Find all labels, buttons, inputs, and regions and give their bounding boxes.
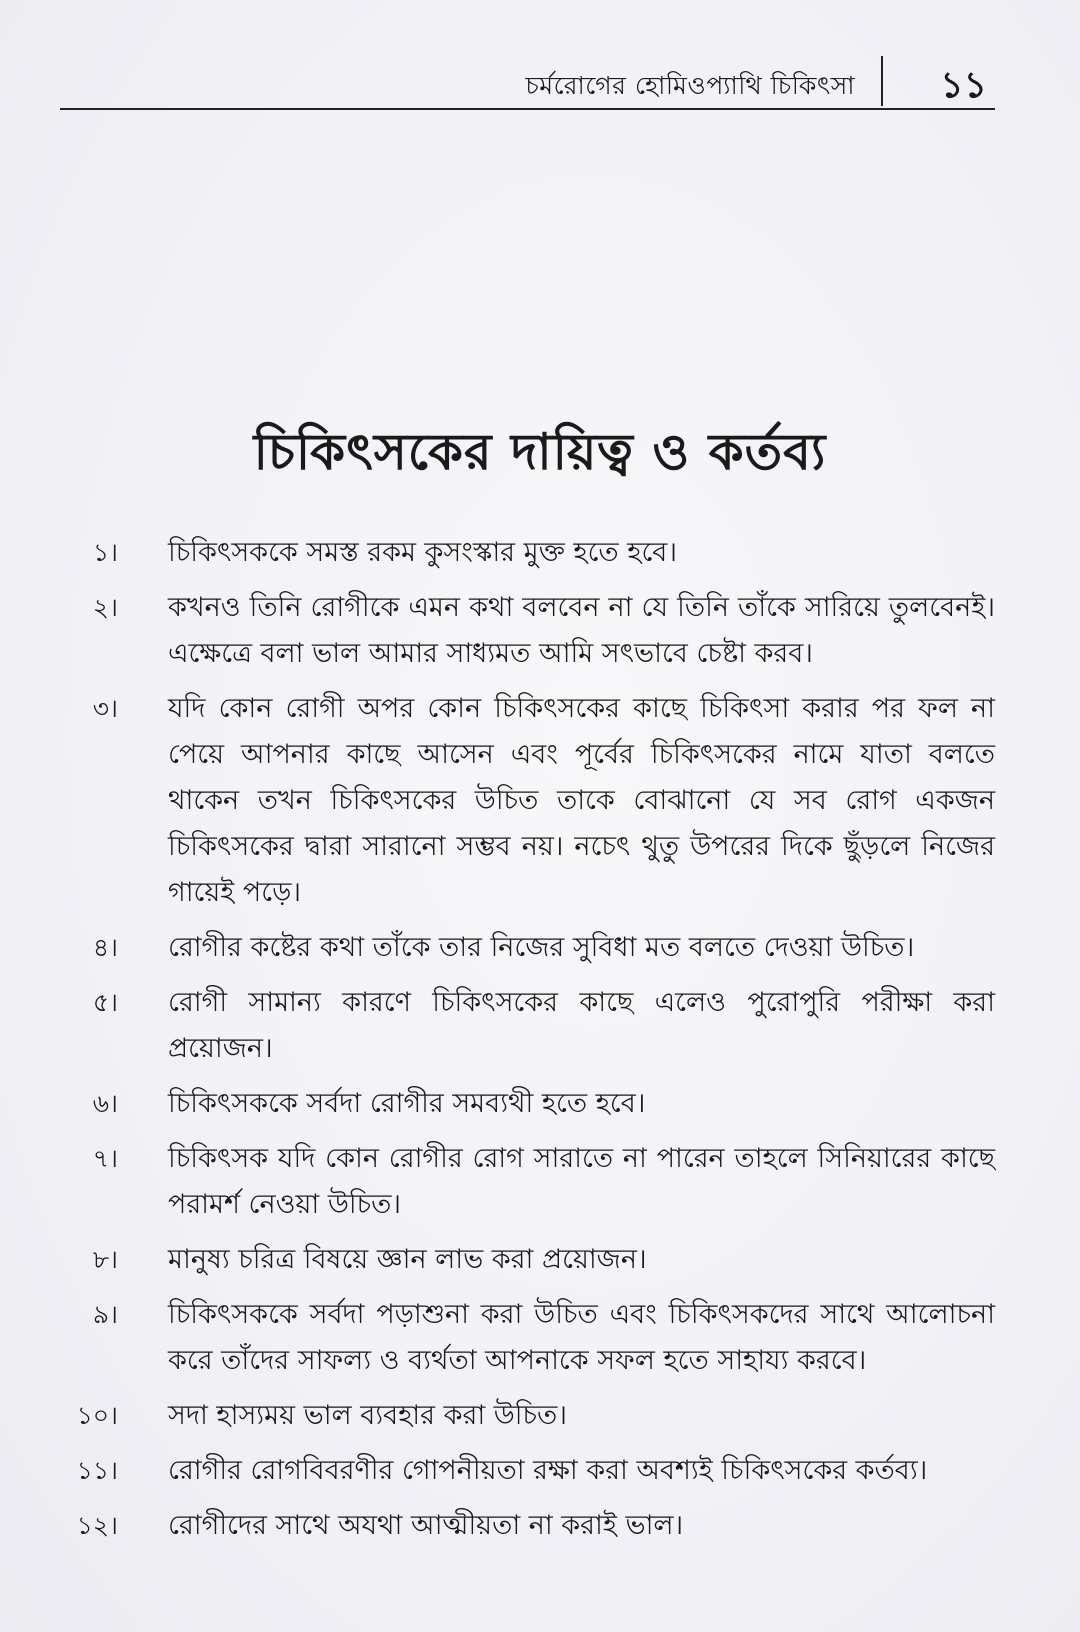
chapter-title: চিকিৎসকের দায়িত্ব ও কর্তব্য	[253, 423, 827, 481]
list-item	[50, 585, 995, 677]
item-text: রোগীর কষ্টের কথা তাঁকে তার নিজের সুবিধা মত বলতে দেওয়া উচিত।	[168, 932, 915, 963]
list-item	[50, 530, 995, 576]
item-number: ১।	[92, 538, 118, 567]
item-number: ৭।	[92, 1144, 118, 1173]
list-item	[50, 1448, 995, 1494]
duty-list	[50, 530, 995, 1558]
running-title: চর্মরোগের হোমিওপ্যাথি চিকিৎসা	[525, 71, 855, 100]
list-item	[50, 1292, 995, 1384]
running-header	[60, 52, 995, 110]
item-number: ৫।	[92, 988, 118, 1017]
item-text: চিকিৎসককে সমস্ত রকম কুসংস্কার মুক্ত হতে হবে।	[168, 537, 677, 568]
item-number: ১১।	[76, 1456, 118, 1485]
item-text: কখনও তিনি রোগীকে এমন কথা বলবেন না যে তিনি তাঁকে সারিয়ে তুলবেনই। এক্ষেত্রে বলা ভাল আমার সাধ্যমত আমি সৎভাবে চেষ্টা করব।	[168, 592, 995, 669]
item-text: মানুষ্য চরিত্র বিষয়ে জ্ঞান লাভ করা প্রয়োজন।	[168, 1244, 647, 1275]
list-item	[50, 980, 995, 1072]
item-number: ৬।	[92, 1089, 118, 1118]
list-item	[50, 1136, 995, 1228]
list-item	[50, 686, 995, 916]
item-number: ৩।	[92, 694, 118, 723]
item-text: চিকিৎসককে সর্বদা রোগীর সমব্যথী হতে হবে।	[168, 1088, 646, 1119]
item-number: ৮।	[92, 1245, 118, 1274]
item-text: যদি কোন রোগী অপর কোন চিকিৎসকের কাছে চিকিৎসা করার পর ফল না পেয়ে আপনার কাছে আসেন এবং পূর্বের চিকিৎসকের নামে যাতা বলতে থাকেন তখন চিকিৎসকের উচিত তাকে বোঝানো যে সব রোগ একজন চিকিৎসকের দ্বারা সারানো সম্ভব নয়। নচেৎ থুতু উপরের দিকে ছুঁড়লে নিজের গায়েই পড়ে।	[168, 693, 995, 908]
item-number: ১২।	[76, 1511, 118, 1540]
item-text: চিকিৎসককে সর্বদা পড়াশুনা করা উচিত এবং চিকিৎসকদের সাথে আলোচনা করে তাঁদের সাফল্য ও ব্যর্থতা আপনাকে সফল হতে সাহায্য করবে।	[168, 1299, 995, 1376]
item-text: সদা হাস্যময় ভাল ব্যবহার করা উচিত।	[168, 1400, 567, 1431]
list-item	[50, 1237, 995, 1283]
header-divider	[881, 56, 883, 106]
page-number: ১১	[940, 65, 987, 106]
item-number: ৯।	[92, 1300, 118, 1329]
item-number: ৪।	[92, 933, 118, 962]
item-number: ২।	[92, 593, 118, 622]
item-text: রোগী সামান্য কারণে চিকিৎসকের কাছে এলেও পুরোপুরি পরীক্ষা করা প্রয়োজন।	[168, 987, 995, 1064]
list-item	[50, 1503, 995, 1549]
item-text: চিকিৎসক যদি কোন রোগীর রোগ সারাতে না পারেন তাহলে সিনিয়ারের কাছে পরামর্শ নেওয়া উচিত।	[168, 1143, 995, 1220]
item-text: রোগীর রোগবিবরণীর গোপনীয়তা রক্ষা করা অবশ্যই চিকিৎসকের কর্তব্য।	[168, 1455, 928, 1486]
list-item	[50, 1393, 995, 1439]
item-number: ১০।	[76, 1401, 118, 1430]
item-text: রোগীদের সাথে অযথা আত্মীয়তা না করাই ভাল।	[168, 1510, 684, 1541]
list-item	[50, 1081, 995, 1127]
list-item	[50, 925, 995, 971]
